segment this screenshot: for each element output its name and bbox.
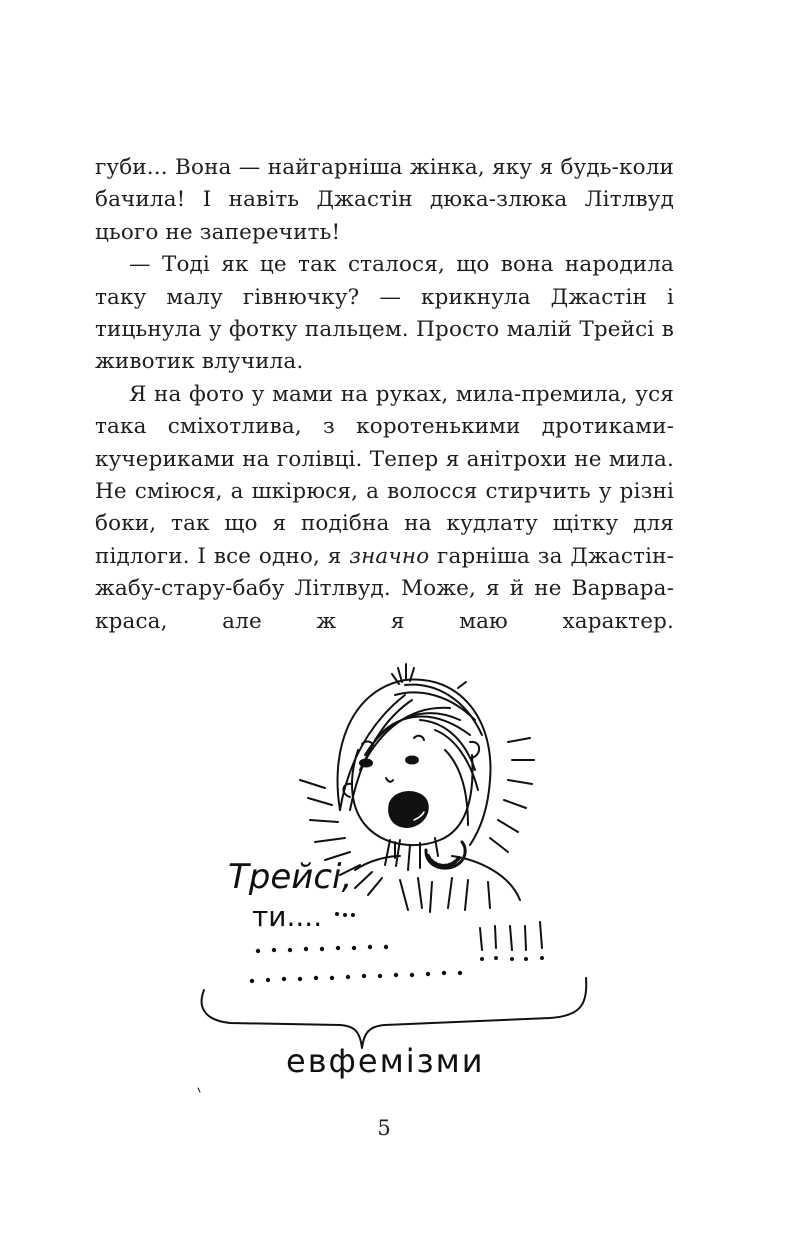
speech-line-2: ти....	[252, 900, 323, 933]
paragraph-3	[95, 379, 674, 638]
brace-label: евфемізми	[286, 1042, 485, 1080]
shouting-mouth	[389, 792, 428, 827]
paragraph-2: — Тоді як це так сталося, що вона народила таку малу гівнючку? — крикнула Джастін і тицьнула у фотку пальцем. Просто малій Трейсі в животик влучила.	[95, 252, 674, 375]
tracy-shouting-illustration	[190, 660, 600, 1100]
page-number: 5	[377, 1116, 391, 1140]
speech-line-1: Трейсі,	[228, 857, 353, 897]
paragraph-3-text-start: Я на фото у мами на руках, мила-премила, уся така сміхотлива, з коротенькими дротиками-кучериками на голівці. Тепер я анітрохи не мила. Не сміюся, а шкірюся, а волосся стирчить у різні боки, так що я подібна на кудлату щітку для підлоги. І все одно, я	[95, 381, 674, 569]
book-page-text	[95, 152, 674, 638]
paragraph-3-emphasis: значно	[349, 543, 430, 569]
paragraph-3-text-end: гарніша за Джастін-жабу-стару-бабу Літлвуд. Може, я й не Варвара-краса, але ж я маю характер.	[95, 543, 675, 634]
curly-brace	[202, 978, 587, 1048]
paragraph-1: губи... Вона — найгарніша жінка, яку я будь-коли бачила! І навіть Джастін дюка-злюка Літлвуд цього не заперечить!	[95, 155, 674, 245]
